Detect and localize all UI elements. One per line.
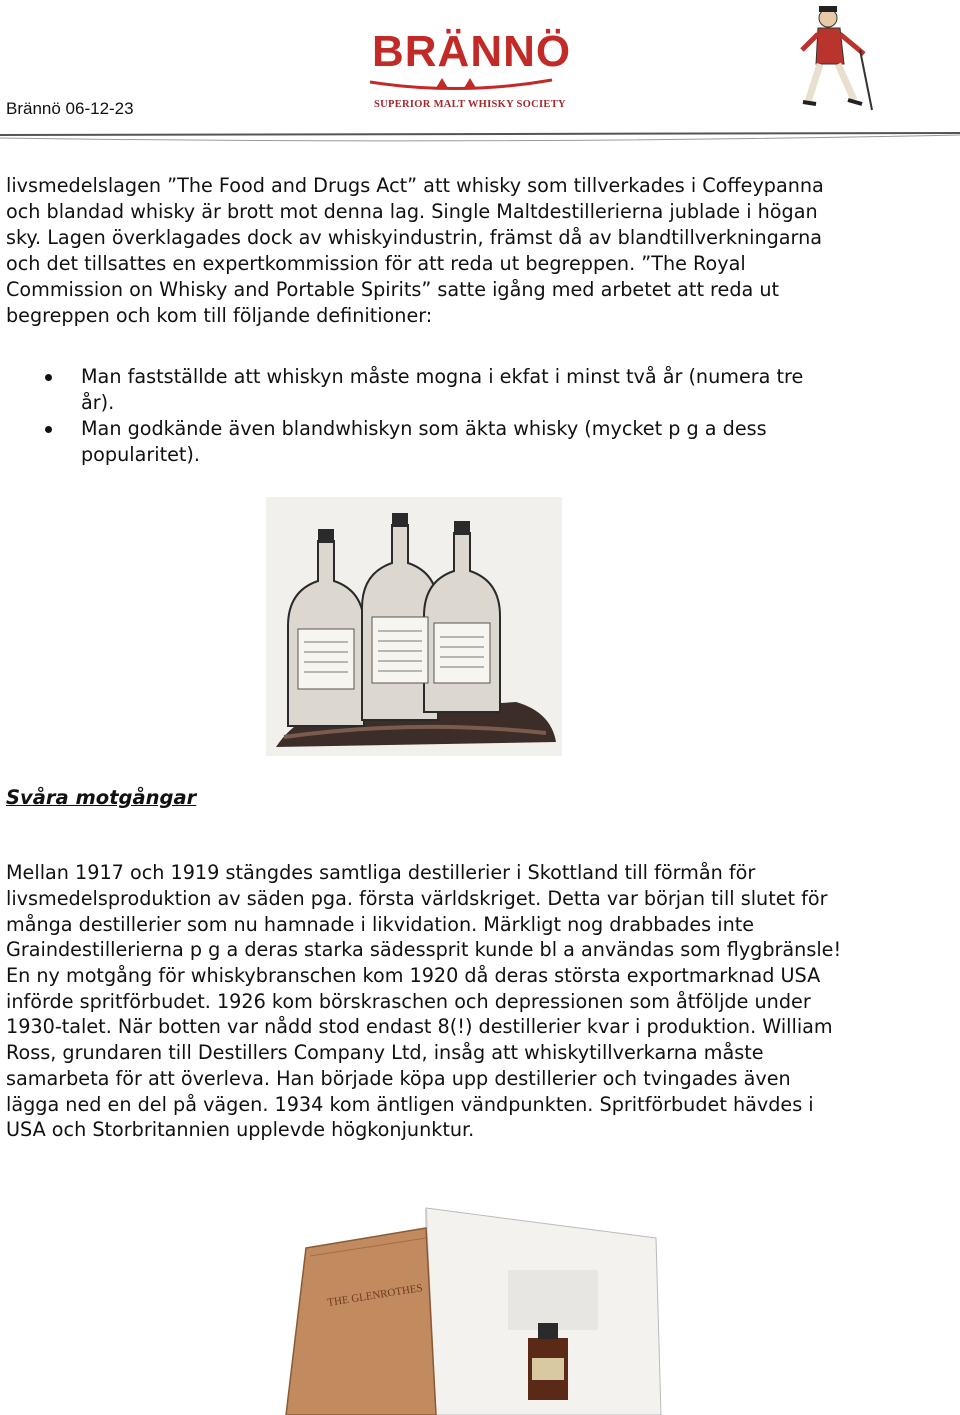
list-item-text: Man fastställde att whiskyn måste mogna i ekfat i minst två år (numera tre år). xyxy=(81,365,804,414)
header-date: Brännö 06-12-23 xyxy=(6,99,134,118)
list-item-text: Man godkände även blandwhiskyn som äkta whisky (mycket p g a dess popularitet). xyxy=(81,416,767,466)
brand-logo xyxy=(366,27,572,115)
logo-name: BRÄNNÖ xyxy=(372,27,572,76)
section-paragraph: Mellan 1917 och 1919 stängdes samtliga destillerier i Skottland till förmån för livsmedelsproduktion av säden pga. första världskriget. Detta var början till slutet för många destillerier som nu hamnade i likvidation. Märkligt nog drabbades inte Graindestillerierna p g a deras starka sädessprit kunde bl a användas som flygbränsle! En ny motgång för whiskybranschen kom 1920 då deras största exportmarknad USA införde spritförbudet. 1926 kom börskraschen och depressionen som åtföljde under 1930-talet. När botten var nådd stod endast 8(!) destillerier kvar i produktion. William Ross, grundaren till Destillers Company Ltd, insåg att whiskytillverkarna måste samarbeta för att överleva. Han började köpa upp destillerier och tvingades även lägga ned en del på vägen. 1934 kom äntligen vändpunkten. Spritförbudet hävdes i USA och Storbritannien upplevde högkonjunktur. xyxy=(6,861,842,1142)
striding-man-icon xyxy=(788,4,878,114)
glenrothes-book-photo xyxy=(276,1198,676,1415)
logo-tagline: SUPERIOR MALT WHISKY SOCIETY xyxy=(374,99,566,110)
whisky-bottles-illustration xyxy=(266,497,562,756)
list-item xyxy=(0,364,830,416)
bullet-icon xyxy=(45,426,52,433)
intro-paragraph: livsmedelslagen ”The Food and Drugs Act” att whisky som tillverkades i Coffeypanna och blandad whisky är brott mot denna lag. Single Maltdestillerierna jublade i högan sky. Lagen överklagades dock av whiskyindustrin, främst då av blandtillverkningarna och det tillsattes en expertkommission för att reda ut begreppen. ”The Royal Commission on Whisky and Portable Spirits” satte igång med arbetet att reda ut begreppen och kom till följande definitioner: xyxy=(6,174,824,327)
list-item xyxy=(0,416,830,468)
book-cover-title: THE GLENROTHES xyxy=(326,1282,424,1309)
definitions-list xyxy=(0,364,830,468)
bullet-icon xyxy=(45,374,52,381)
header-divider xyxy=(0,123,960,147)
section-heading: Svåra motgångar xyxy=(6,786,197,809)
